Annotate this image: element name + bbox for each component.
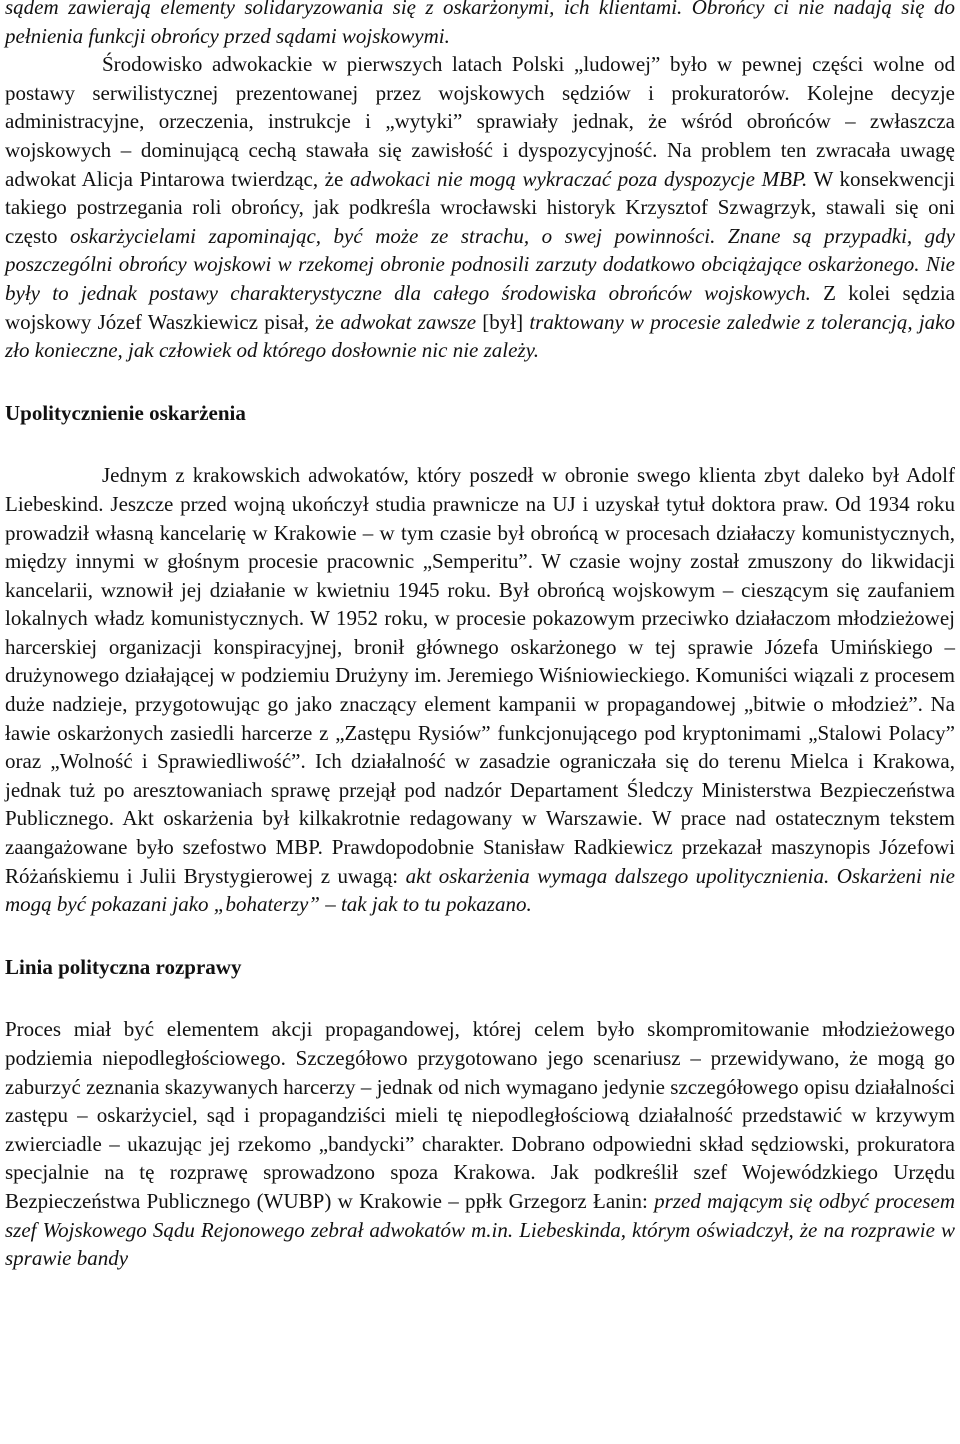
text-run-6: [był] <box>482 309 524 334</box>
italic-run-0: sądem zawierają elementy solidaryzowania się z oskarżonymi, ich klientami. Obrońcy ci nie nadają się do pełnienia funkcji obrońcy przed sądami wojskowymi. <box>5 0 955 48</box>
paragraph-1 <box>5 0 955 50</box>
paragraph-3 <box>5 461 955 919</box>
text-run-0: Środowisko adwokackie w pierwszych latach Polski „ludowej” było w pewnej części wolne od postawy serwilistycznej prezentowanej przez wojskowych sędziów i prokuratorów. Kolejne decyzje administracyjne, orzeczenia, instrukcje i „wytyki” sprawiały jednak, że wśród obrońców – zwłaszcza wojskowych – dominującą cechą stawała się zawisłość i dyspozycyjność. Na problem ten zwracała uwagę adwokat Alicja Pintarowa twierdząc, że <box>5 52 955 191</box>
text-run-0: Jednym z krakowskich adwokatów, który poszedł w obronie swego klienta zbyt daleko był Adolf Liebeskind. Jeszcze przed wojną ukończył studia prawnicze na UJ i uzyskał tytuł doktora praw. Od 1934 roku prowadził własną kancelarię w Krakowie – w tym czasie był obrońcą w procesach działaczy komunistycznych, między innymi w głośnym procesie pracownic „Semperitu”. W czasie wojny został zmuszony do likwidacji kancelarii, wznowił jej działanie w kwietniu 1945 roku. Był obrońcą wojskowym – cieszącym się zaufaniem lokalnych władz komunistycznych. W 1952 roku, w procesie pokazowym przeciwko działaczom młodzieżowej harcerskiej organizacji konspiracyjnej, bronił głównego oskarżonego w tej sprawie Józefa Umińskiego – drużynowego działającej w podziemiu Drużyny im. Jeremiego Wiśniowieckiego. Komuniści wiązali z procesem duże nadzieje, przygotowując go jako znaczący element kampanii w propagandowej „bitwie o młodzież”. Na ławie oskarżonych zasiedli harcerze z „Zastępu Rysiów” funkcjonującego pod kryptonimami „Stalowi Polacy” oraz „Wolność i Sprawiedliwość”. Ich działalność w zasadzie ograniczała się do terenu Mielca i Krakowa, jednak tuż po aresztowaniach sprawę przejął pod nadzór Departament Śledczy Ministerstwa Bezpieczeństwa Publicznego. Akt oskarżenia był kilkakrotnie redagowany w Warszawie. W prace nad ostatecznym tekstem zaangażowane było szefostwo MBP. Prawdopodobnie Stanisław Radkiewicz przekazał maszynopis Józefowi Różańskiemu i Julii Brystygierowej z uwagą: <box>5 463 955 888</box>
document-page <box>5 0 955 1273</box>
text-run-2: W konsekwencji takiego postrzegania roli obrońcy, jak podkreśla wrocławski historyk Krzysztof Szwagrzyk, stawali się oni często <box>5 166 956 248</box>
paragraph-2 <box>5 50 955 365</box>
italic-run-3: oskarżycielami zapominając, być może ze strachu, o swej powinności. Znane są przypadki, gdy poszczególni obrońcy wojskowi w rzekomej obronie podnosili zarzuty dodatkowo obciążające oskarżonego. Nie były to jednak postawy charakterystyczne dla całego środowiska obrońców wojskowych. <box>5 223 955 305</box>
paragraph-4 <box>5 1015 955 1272</box>
italic-run-1: akt oskarżenia wymaga dalszego upolitycznienia. Oskarżeni nie mogą być pokazani jako „bohaterzy” – tak jak to tu pokazano. <box>5 863 955 917</box>
section-heading-linia-polityczna: Linia polityczna rozprawy <box>5 954 242 979</box>
italic-run-1: adwokaci nie mogą wykraczać poza dyspozycje MBP. <box>349 166 808 191</box>
italic-run-7: traktowany w procesie zaledwie z tolerancją, jako zło konieczne, jak człowiek od którego dosłownie nic nie zależy. <box>5 309 955 363</box>
italic-run-1: przed mającym się odbyć procesem szef Wojskowego Sądu Rejonowego zebrał adwokatów m.in. Liebeskinda, którym oświadczył, że na rozprawie w sprawie bandy <box>5 1188 955 1271</box>
section-heading-upolitycznienie: Upolitycznienie oskarżenia <box>5 400 246 425</box>
italic-run-5: adwokat zawsze <box>340 309 483 334</box>
text-run-0: Proces miał być elementem akcji propagandowej, której celem było skompromitowanie młodzieżowego podziemia niepodległościowego. Szczegółowo przygotowano jego scenariusz – przewidywano, że mogą go zaburzyć zeznania skazywanych harcerzy – jednak od nich wymagano jedynie szczegółowego opisu działalności zastępu – oskarżyciel, sąd i propagandziści mieli tę niepodległościową działalność przedstawić w krzywym zwierciadle – ukazując jej rzekomo „bandycki” charakter. Dobrano odpowiedni skład sędziowski, prokuratora specjalnie na tę rozprawę sprowadzono spoza Krakowa. Jak podkreślił szef Wojewódzkiego Urzędu Bezpieczeństwa Publicznego (WUBP) w Krakowie – ppłk Grzegorz Łanin: <box>5 1017 955 1213</box>
text-run-4: Z kolei sędzia wojskowy Józef Waszkiewicz pisał, że <box>5 280 955 334</box>
